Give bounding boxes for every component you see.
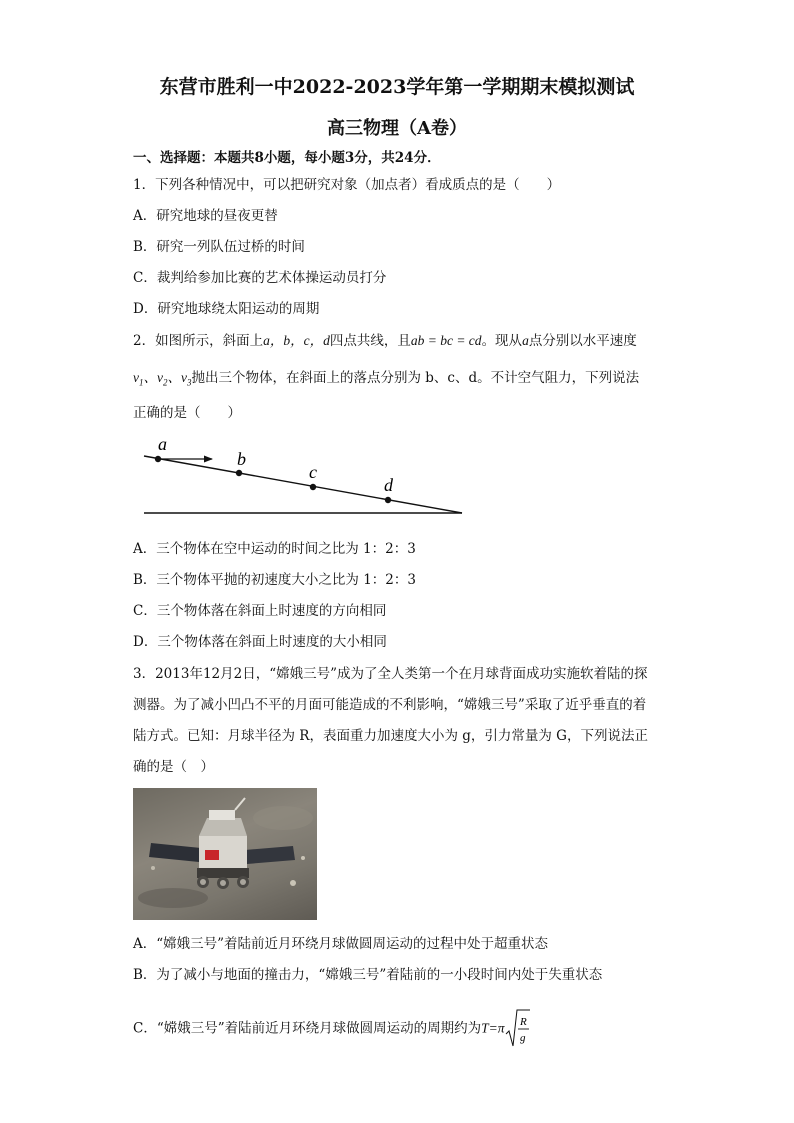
label-b: b [237, 449, 246, 469]
q3-stem-line4: 确的是（ ） [133, 759, 214, 775]
q3-option-c-text: C．“嫦娥三号”着陆前近月环绕月球做圆周运动的周期约为 [133, 1020, 482, 1037]
q2-point-a: a [522, 333, 529, 348]
q3-sqrt-formula [505, 1008, 531, 1050]
q2-stem-part3: 。现从 [481, 333, 523, 349]
incline-line [144, 456, 462, 513]
lunar-rover-photo [133, 788, 317, 920]
q2-option-c: C．三个物体落在斜面上时速度的方向相同 [133, 603, 387, 619]
q2-velocities: $v_1$、$v_2$、$v_3$ [133, 370, 192, 388]
q1-option-c: C．裁判给参加比赛的艺术体操运动员打分 [133, 270, 387, 286]
label-a: a [158, 434, 167, 454]
q2-points: a，b，c，d [263, 333, 330, 348]
exam-title: 东营市胜利一中2022-2023学年第一学期期末模拟测试 [159, 76, 635, 98]
q2-option-a: A．三个物体在空中运动的时间之比为 1：2：3 [133, 541, 416, 557]
q3-option-c [133, 1008, 531, 1050]
label-c: c [309, 462, 317, 482]
q3-stem-line3: 陆方式。已知：月球半径为 R，表面重力加速度大小为 g，引力常量为 G，下列说法正 [133, 728, 648, 744]
q2-stem-part4: 点分别以水平速度 [528, 333, 637, 349]
q2-equation: ab = bc = cd [410, 333, 482, 348]
point-b-dot [236, 470, 242, 476]
q1-stem: 1．下列各种情况中，可以把研究对象（加点者）看成质点的是（ ） [133, 177, 561, 193]
section-heading: 一、选择题：本题共8小题，每小题3分，共24分． [133, 150, 441, 166]
q2-option-b: B．三个物体平抛的初速度大小之比为 1：2：3 [133, 572, 416, 588]
point-a-dot [155, 456, 161, 462]
exam-subtitle: 高三物理（A卷） [327, 118, 467, 139]
q1-option-a: A．研究地球的昼夜更替 [133, 208, 278, 224]
point-c-dot [310, 484, 316, 490]
lunar-rover-image [133, 788, 317, 920]
q3-sqrt-numerator: R [519, 1016, 527, 1028]
q2-stem-part2: 四点共线，且 [329, 333, 411, 349]
label-d: d [384, 475, 393, 495]
q3-formula-lhs: T=π [481, 1020, 505, 1036]
q2-incline-diagram [140, 432, 470, 522]
q2-stem-part1: 2．如图所示，斜面上 [133, 333, 264, 349]
q2-option-d: D．三个物体落在斜面上时速度的大小相同 [133, 634, 387, 650]
q3-sqrt-denominator: g [519, 1032, 526, 1044]
q1-option-d: D．研究地球绕太阳运动的周期 [133, 301, 320, 317]
point-d-dot [385, 497, 391, 503]
q3-option-a: A．“嫦娥三号”着陆前近月环绕月球做圆周运动的过程中处于超重状态 [133, 936, 549, 952]
q2-stem-line1 [133, 331, 637, 351]
q3-stem-line2: 测器。为了减小凹凸不平的月面可能造成的不利影响，“嫦娥三号”采取了近乎垂直的着 [133, 697, 647, 713]
q2-stem-part5: 抛出三个物体，在斜面上的落点分别为 b、c、d。不计空气阻力，下列说法 [191, 370, 640, 386]
q1-option-b: B．研究一列队伍过桥的时间 [133, 239, 305, 255]
q2-stem-line2 [133, 368, 639, 393]
q2-stem-line3: 正确的是（ ） [133, 405, 241, 421]
q3-option-b: B．为了减小与地面的撞击力，“嫦娥三号”着陆前的一小段时间内处于失重状态 [133, 967, 603, 983]
q3-stem-line1: 3．2013年12月2日，“嫦娥三号”成为了全人类第一个在月球背面成功实施软着陆的探 [133, 666, 648, 682]
velocity-arrow-head [204, 456, 213, 463]
